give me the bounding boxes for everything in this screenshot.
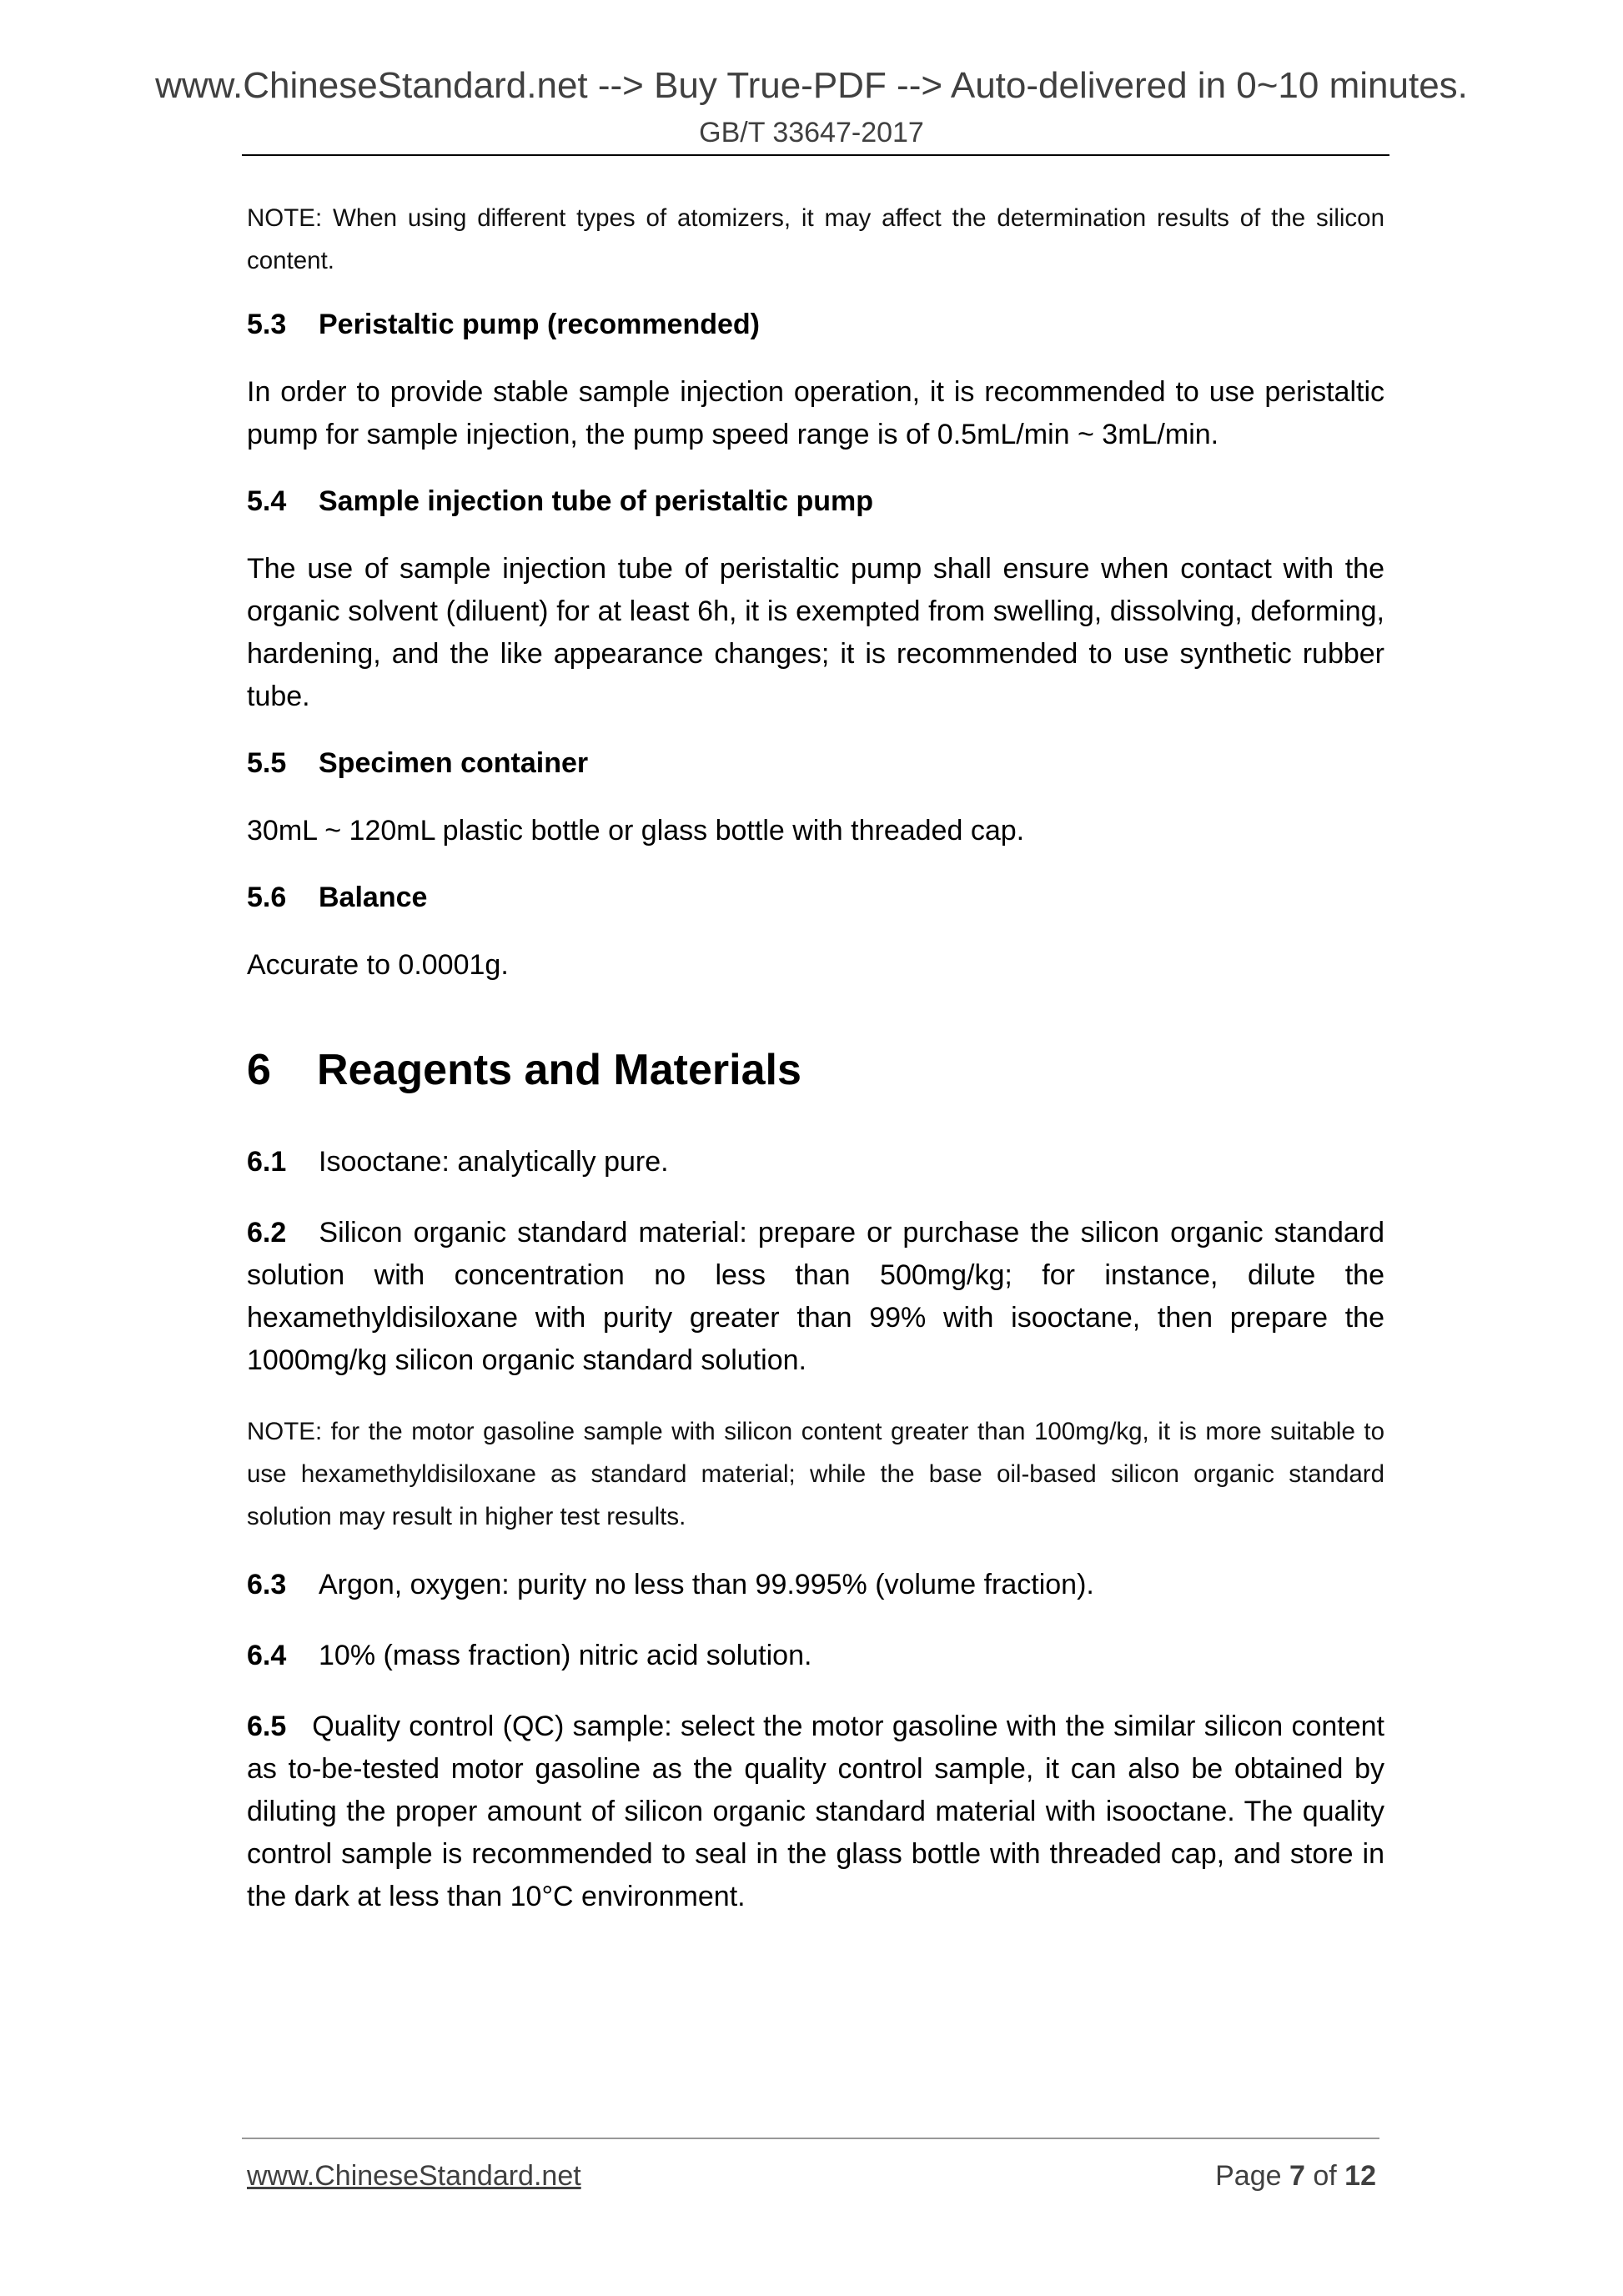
page-total: 12 xyxy=(1344,2160,1376,2192)
chapter-title: Reagents and Materials xyxy=(317,1046,801,1094)
clause-text: Isooctane: analytically pure. xyxy=(319,1146,669,1178)
note-hexamethyldisiloxane: NOTE: for the motor gasoline sample with silicon content greater than 100mg/kg, it is more suitable to use hexamethyldisiloxane as standard material; while the base oil-based silicon organic standard solution may result in higher test results. xyxy=(247,1418,1384,1530)
page-prefix: Page xyxy=(1215,2160,1282,2192)
page-of: of xyxy=(1313,2160,1337,2192)
section-title: Balance xyxy=(319,882,428,913)
clause-number: 6.3 xyxy=(247,1569,287,1600)
clause-6-4 xyxy=(247,1635,1384,1677)
clause-6-3 xyxy=(247,1564,1384,1606)
section-title: Specimen container xyxy=(319,747,589,779)
clause-6-1 xyxy=(247,1141,1384,1183)
section-5-6-heading xyxy=(247,881,1384,914)
section-5-4-heading xyxy=(247,485,1384,518)
section-title: Sample injection tube of peristaltic pump xyxy=(319,485,873,517)
chapter-number: 6 xyxy=(247,1046,271,1094)
note-atomizers: NOTE: When using different types of atomizers, it may affect the determination results of the silicon content. xyxy=(247,204,1384,274)
section-5-4-text: The use of sample injection tube of peristaltic pump shall ensure when contact with the organic solvent (diluent) for at least 6h, it is exempted from swelling, dissolving, deforming, hardening, and the like appearance changes; it is recommended to use synthetic rubber tube. xyxy=(247,553,1384,712)
page-current: 7 xyxy=(1289,2160,1305,2192)
section-5-3-text: In order to provide stable sample injection operation, it is recommended to use peristaltic pump for sample injection, the pump speed range is of 0.5mL/min ~ 3mL/min. xyxy=(247,376,1384,450)
section-number: 5.6 xyxy=(247,882,287,913)
clause-text: 10% (mass fraction) nitric acid solution. xyxy=(319,1640,812,1671)
clause-text: Quality control (QC) sample: select the motor gasoline with the similar silicon content as to-be-tested motor gasoline as the quality control sample, it can also be obtained by diluting the proper amount of silicon organic standard material with isooctane. The quality control sample is recommended to seal in the glass bottle with threaded cap, and store in the dark at less than 10°C environment. xyxy=(247,1711,1385,1912)
clause-number: 6.4 xyxy=(247,1640,287,1671)
section-number: 5.3 xyxy=(247,309,287,340)
clause-text: Silicon organic standard material: prepare or purchase the silicon organic standard solution with concentration no less than 500mg/kg; for instance, dilute the hexamethyldisiloxane with purity greater than 99% with isooctane, then prepare the 1000mg/kg silicon organic standard solution. xyxy=(247,1217,1384,1376)
section-5-5-text: 30mL ~ 120mL plastic bottle or glass bottle with threaded cap. xyxy=(247,815,1025,847)
footer-site-link[interactable]: www.ChineseStandard.net xyxy=(247,2160,581,2192)
page-indicator xyxy=(1215,2160,1376,2193)
section-5-6-text: Accurate to 0.0001g. xyxy=(247,949,509,981)
clause-text: Argon, oxygen: purity no less than 99.995% (volume fraction). xyxy=(319,1569,1094,1600)
clause-number: 6.5 xyxy=(247,1711,287,1742)
section-title: Peristaltic pump (recommended) xyxy=(319,309,761,340)
clause-number: 6.2 xyxy=(247,1217,287,1248)
section-number: 5.4 xyxy=(247,485,287,517)
footer-divider xyxy=(242,2138,1379,2139)
section-number: 5.5 xyxy=(247,747,287,779)
chapter-6-heading xyxy=(247,1045,1384,1095)
clause-number: 6.1 xyxy=(247,1146,287,1178)
clause-6-2 xyxy=(247,1212,1384,1382)
section-5-3-heading xyxy=(247,308,1384,341)
header-title: www.ChineseStandard.net --> Buy True-PDF --> Auto-delivered in 0~10 minutes. xyxy=(155,65,1468,106)
page-content xyxy=(247,197,1384,1947)
standard-number: GB/T 33647-2017 xyxy=(699,117,924,148)
section-5-5-heading xyxy=(247,746,1384,780)
clause-6-5 xyxy=(247,1706,1384,1918)
header-divider xyxy=(242,154,1389,156)
